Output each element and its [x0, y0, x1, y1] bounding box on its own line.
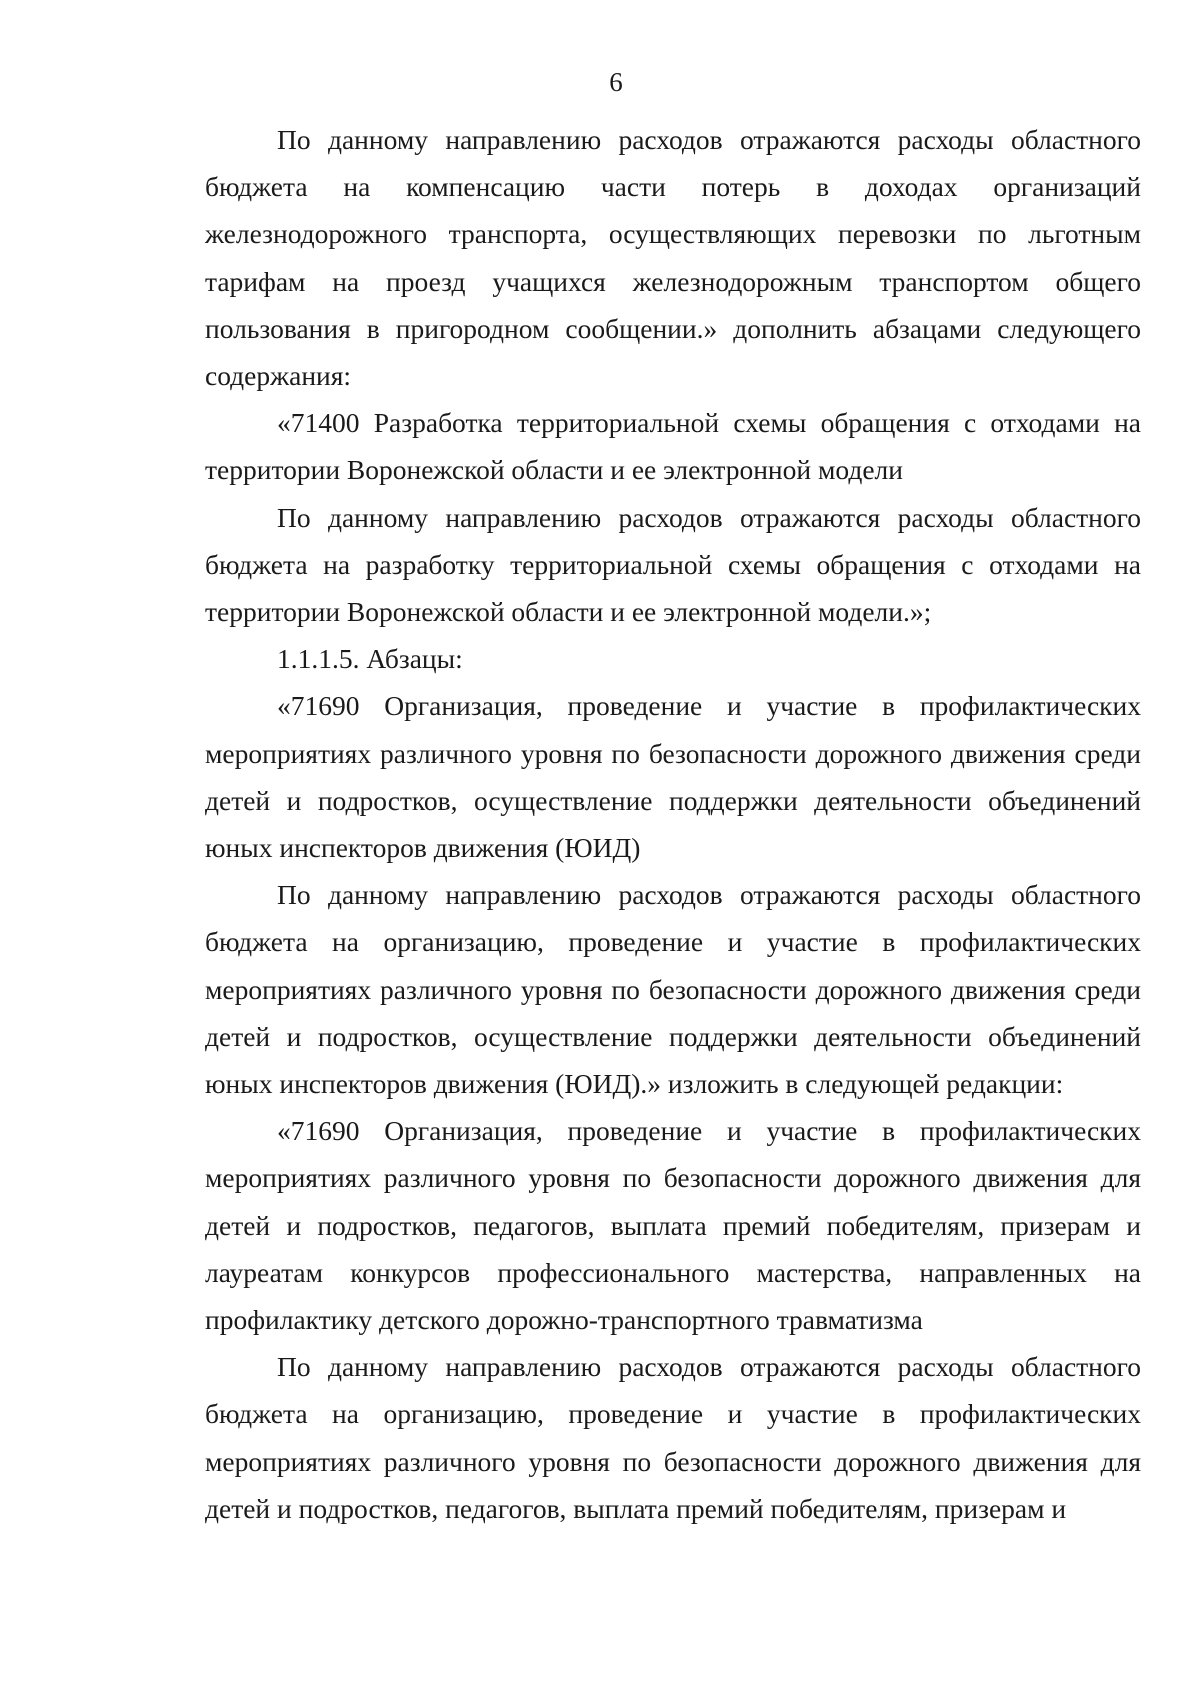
paragraph-expenditure-description-rail: По данному направлению расходов отражаются расходы областного бюджета на компенсацию части потерь в доходах организаций железнодорожного транспорта, осуществляющих перевозки по льготным тарифам на проезд учащихся железнодорожным транспортом общего пользования в пригородном сообщении.» дополнить абзацами следующего содержания:: [205, 124, 1141, 392]
paragraph-code-71690-old-title: «71690 Организация, проведение и участие в профилактических мероприятиях различного уровня по безопасности дорожного движения среди детей и подростков, осуществление поддержки деятельности объединений юных инспекторов движения (ЮИД): [205, 690, 1141, 864]
page-number: 6: [609, 67, 623, 97]
paragraph-code-71400-title: «71400 Разработка территориальной схемы обращения с отходами на территории Воронежской области и ее электронной модели: [205, 407, 1141, 486]
paragraph-code-71690-new-title: «71690 Организация, проведение и участие в профилактических мероприятиях различного уровня по безопасности дорожного движения для детей и подростков, педагогов, выплата премий победителям, призерам и лауреатам конкурсов профессионального мастерства, направленных на профилактику детского дорожно-транспортного травматизма: [205, 1115, 1141, 1336]
paragraph-code-71690-new-description: По данному направлению расходов отражаются расходы областного бюджета на организацию, проведение и участие в профилактических мероприятиях различного уровня по безопасности дорожного движения для детей и подростков, педагогов, выплата премий победителям, призерам и: [205, 1351, 1141, 1524]
paragraph-clause-1-1-1-5: 1.1.1.5. Абзацы:: [277, 643, 463, 675]
paragraph-code-71400-description: По данному направлению расходов отражаются расходы областного бюджета на разработку территориальной схемы обращения с отходами на территории Воронежской области и ее электронной модели.»;: [205, 501, 1141, 628]
paragraph-code-71690-old-description: По данному направлению расходов отражаются расходы областного бюджета на организацию, проведение и участие в профилактических мероприятиях различного уровня по безопасности дорожного движения среди детей и подростков, осуществление поддержки деятельности объединений юных инспекторов движения (ЮИД).» изложить в следующей редакции:: [205, 879, 1141, 1100]
document-body: [205, 116, 1141, 1532]
